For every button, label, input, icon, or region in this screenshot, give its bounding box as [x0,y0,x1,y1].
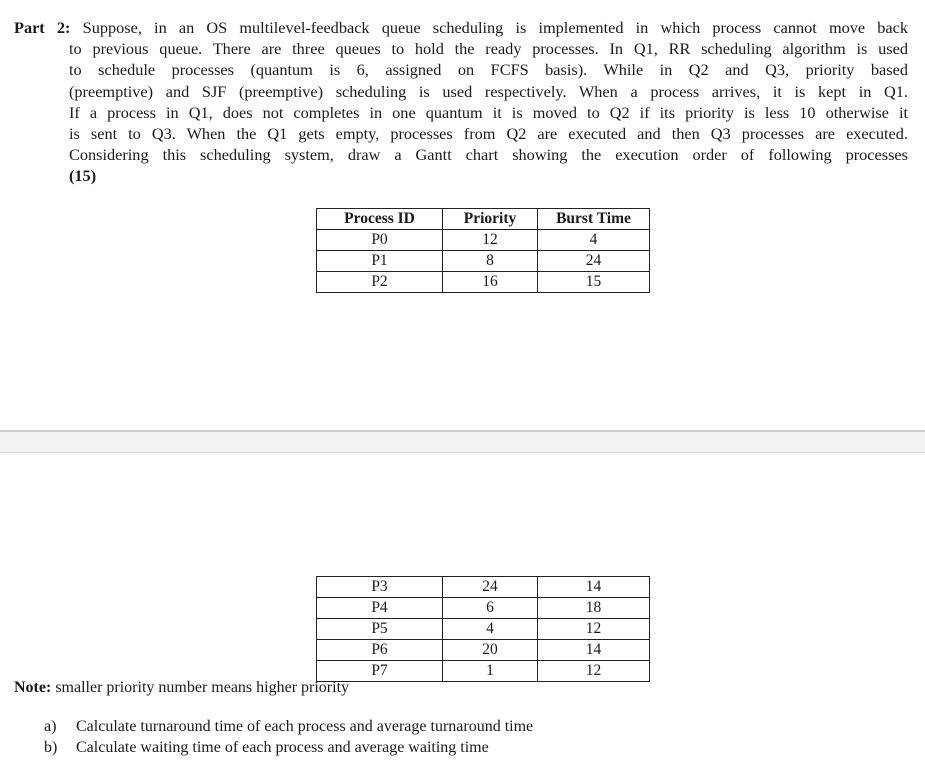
cell-priority: 12 [443,230,538,251]
task-text: Calculate turnaround time of each process and average turnaround time [76,718,534,735]
table-row [317,640,650,661]
header-priority: Priority [443,209,538,230]
task-text: Calculate waiting time of each process and average waiting time [76,739,489,756]
question-line-3: to schedule processes (quantum is 6, assigned on FCFS basis). While in Q2 and Q3, priority based [69,60,908,80]
question-line-5: If a process in Q1, does not completes in one quantum it is moved to Q2 if its priority is less 10 otherwise it [69,102,908,122]
cell-priority: 4 [443,619,538,640]
cell-burst-time: 24 [538,251,650,272]
question-line-4: (preemptive) and SJF (preemptive) scheduling is used respectively. When a process arrives, it is kept in Q1. [69,81,908,101]
list-item [44,737,533,758]
part-label: Part 2: [14,18,71,37]
cell-burst-time: 4 [538,230,650,251]
page-break-divider [0,430,925,453]
table-row [317,619,650,640]
cell-burst-time: 14 [538,640,650,661]
cell-burst-time: 18 [538,598,650,619]
cell-process-id: P5 [317,619,443,640]
note-label: Note: [14,679,52,696]
cell-priority: 24 [443,577,538,598]
task-letter: a) [44,718,57,735]
table-row [317,230,650,251]
table-header-row [317,209,650,230]
question-line-6: is sent to Q3. When the Q1 gets empty, processes from Q2 are executed and then Q3 processes are executed. [69,124,908,144]
cell-burst-time: 12 [538,661,650,682]
note-text: smaller priority number means higher priority [55,679,350,696]
process-table-top [316,208,650,293]
cell-process-id: P3 [317,577,443,598]
cell-process-id: P0 [317,230,443,251]
cell-priority: 16 [443,272,538,293]
table-row [317,661,650,682]
cell-process-id: P1 [317,251,443,272]
cell-burst-time: 12 [538,619,650,640]
process-table-bottom [316,576,650,682]
cell-process-id: P6 [317,640,443,661]
cell-process-id: P2 [317,272,443,293]
list-item [44,716,533,737]
question-marks: (15) [69,166,97,186]
table-row [317,272,650,293]
table-row [317,251,650,272]
cell-burst-time: 14 [538,577,650,598]
question-paragraph [14,17,908,187]
cell-priority: 8 [443,251,538,272]
question-line-2: to previous queue. There are three queues to hold the ready processes. In Q1, RR scheduling algorithm is used [69,39,908,59]
cell-process-id: P7 [317,661,443,682]
task-list [44,716,533,758]
cell-priority: 6 [443,598,538,619]
cell-priority: 1 [443,661,538,682]
table-row [317,577,650,598]
cell-priority: 20 [443,640,538,661]
cell-process-id: P4 [317,598,443,619]
header-burst-time: Burst Time [538,209,650,230]
cell-burst-time: 15 [538,272,650,293]
note [14,679,349,697]
table-row [317,598,650,619]
task-letter: b) [44,739,58,756]
question-line-1: Part 2: Suppose, in an OS multilevel-feedback queue scheduling is implemented in which process cannot move back [14,18,909,37]
header-process-id: Process ID [317,209,443,230]
question-line-7: Considering this scheduling system, draw a Gantt chart showing the execution order of following processes [69,145,908,165]
